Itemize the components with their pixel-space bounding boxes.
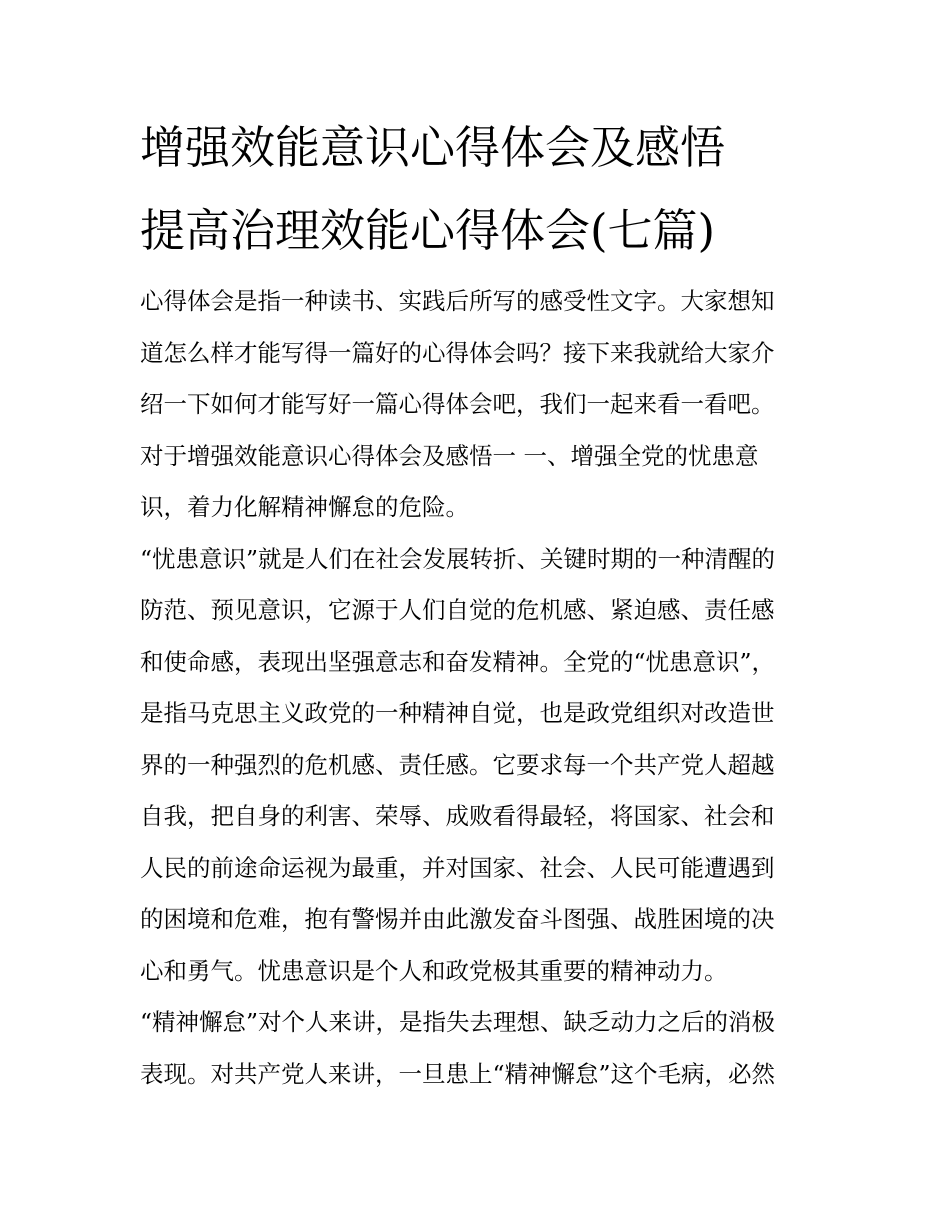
body-line: 的困境和危难，抱有警惕并由此激发奋斗图强、战胜困境的决 [140,905,775,933]
title-line-1: 增强效能意识心得体会及感悟 [140,121,726,174]
document-body [140,283,820,1107]
body-line: 绍一下如何才能写好一篇心得体会吧，我们一起来看一看吧。 [140,390,775,418]
body-line: 和使命感，表现出坚强意志和奋发精神。全党的“忧患意识”， [140,647,776,676]
body-line: 心得体会是指一种读书、实践后所写的感受性文字。大家想知 [140,287,775,315]
body-line: 道怎么样才能写得一篇好的心得体会吗？接下来我就给大家介 [140,338,775,367]
body-line: 识，着力化解精神懈怠的危险。 [140,493,469,521]
body-line: 心和勇气。忧患意识是个人和政党极其重要的精神动力。 [140,956,728,985]
body-line: 对于增强效能意识心得体会及感悟一 一、增强全党的忧患意 [140,441,759,470]
body-line: 人民的前途命运视为最重，并对国家、社会、人民可能遭遇到 [140,853,775,882]
body-line: “精神懈怠”对个人来讲，是指失去理想、缺乏动力之后的消极 [140,1008,776,1036]
document-title [140,118,820,261]
body-line: 界的一种强烈的危机感、责任感。它要求每一个共产党人超越 [140,750,775,779]
body-line: “忧患意识”就是人们在社会发展转折、关键时期的一种清醒的 [140,544,776,573]
body-line: 自我，把自身的利害、荣辱、成败看得最轻，将国家、社会和 [140,802,775,830]
body-line: 表现。对共产党人来讲，一旦患上“精神懈怠”这个毛病，必然 [140,1059,776,1088]
title-line-2: 提高治理效能心得体会(七篇) [140,204,716,257]
body-line: 是指马克思主义政党的一种精神自觉，也是政党组织对改造世 [140,699,775,727]
body-line: 防范、预见意识，它源于人们自觉的危机感、紧迫感、责任感 [140,596,775,624]
